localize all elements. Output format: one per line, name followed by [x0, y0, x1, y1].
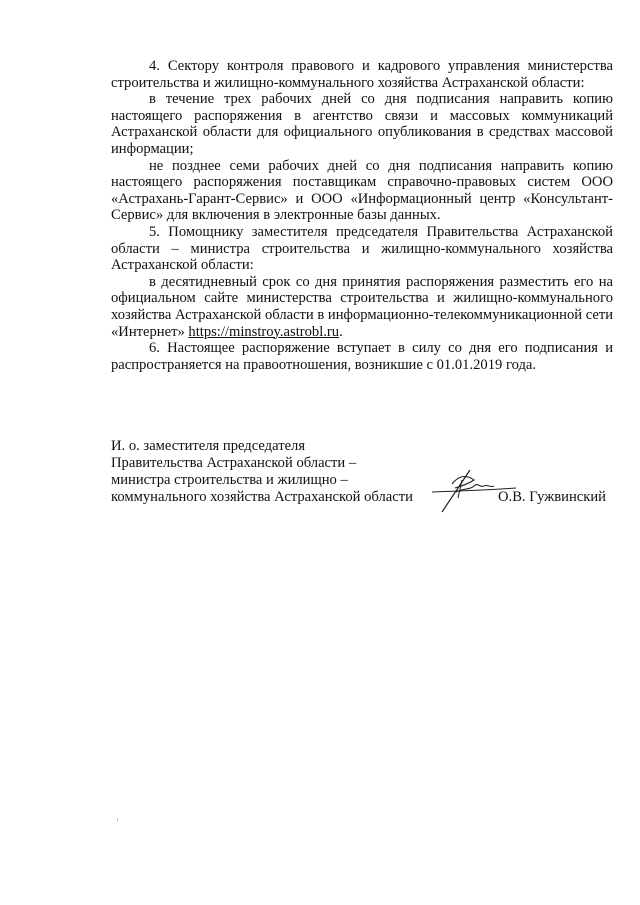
paragraph-item-4: 4. Сектору контроля правового и кадрового управления министерства строительства и жилищно-коммунального хозяйства Астраханской области:: [111, 58, 613, 91]
paragraph-item-4-a: в течение трех рабочих дней со дня подписания направить копию настоящего распоряжения в агентство связи и массовых коммуникаций Астраханской области для официального опубликования в средствах массовой информации;: [111, 91, 613, 157]
signatory-title-line: Правительства Астраханской области –: [111, 455, 357, 471]
signatory-title-line: И. о. заместителя председателя: [111, 438, 306, 454]
paragraph-item-5-a-text: в десятидневный срок со дня принятия распоряжения разместить его на официальном сайте министерства строительства и жилищно-коммунального хозяйства Астраханской области в информационно-телекоммуникационной сети «Интернет»: [111, 273, 614, 340]
signatory-title-line: коммунального хозяйства Астраханской области: [111, 489, 413, 505]
paragraph-item-5-a: [111, 274, 613, 340]
ministry-site-link[interactable]: https://minstroy.astrobl.ru: [188, 323, 340, 340]
signatory-title: [111, 438, 431, 506]
link-suffix: .: [339, 323, 343, 340]
paragraph-item-5: 5. Помощнику заместителя председателя Правительства Астраханской области – министра строительства и жилищно-коммунального хозяйства Астраханской области:: [111, 223, 613, 274]
paragraph-item-6: 6. Настоящее распоряжение вступает в силу со дня его подписания и распространяется на правоотношения, возникшие с 01.01.2019 года.: [111, 340, 613, 373]
signatory-name: О.В. Гужвинский: [498, 489, 606, 505]
document-body: [111, 58, 613, 373]
signatory-title-line: министра строительства и жилищно –: [111, 472, 348, 488]
paragraph-item-4-b: не позднее семи рабочих дней со дня подписания направить копию настоящего распоряжения поставщикам справочно-правовых систем ООО «Астрахань-Гарант-Сервис» и ООО «Информационный центр «Консультант- Сервис» для включения в электронные базы данных.: [111, 157, 613, 224]
scan-speck: [117, 818, 118, 821]
handwritten-signature: [422, 462, 517, 514]
